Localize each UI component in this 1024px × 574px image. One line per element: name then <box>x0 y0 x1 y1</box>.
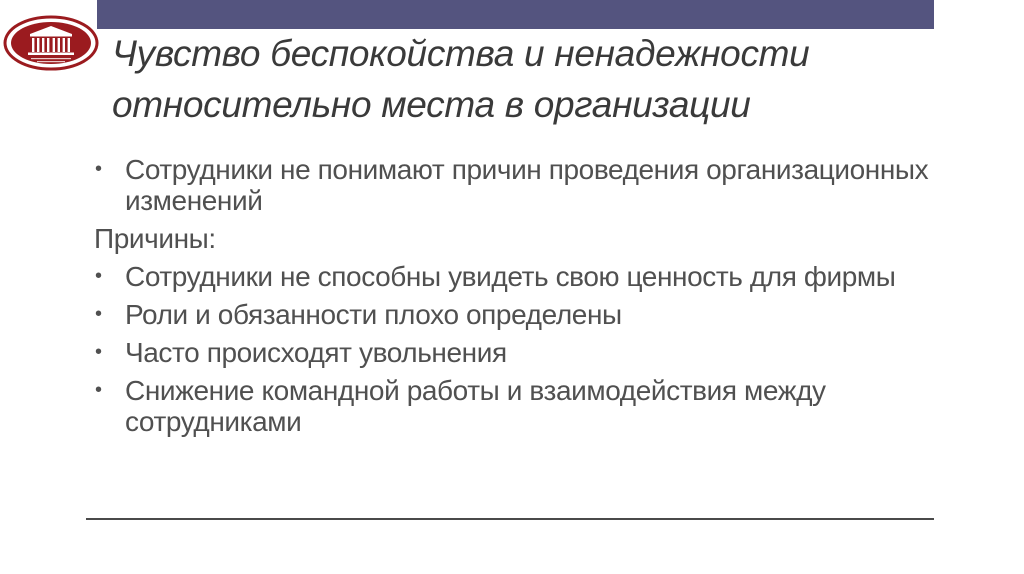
bottom-divider <box>86 518 934 520</box>
slide-title <box>112 28 932 130</box>
bullet-text: Роли и обязанности плохо определены <box>125 299 622 330</box>
bullet-item <box>90 154 930 216</box>
bullet-item <box>90 299 930 330</box>
bullet-dot-icon: • <box>95 303 102 325</box>
bullet-item <box>90 337 930 368</box>
bullet-text: Сотрудники не понимают причин проведения организационных изменений <box>125 154 929 216</box>
bullet-dot-icon: • <box>95 265 102 287</box>
bullet-text: Снижение командной работы и взаимодействия между сотрудниками <box>125 375 826 437</box>
bullet-item <box>90 261 930 292</box>
bullet-dot-icon: • <box>95 379 102 401</box>
slide-content <box>90 154 930 444</box>
bullet-dot-icon: • <box>95 158 102 180</box>
slide-title-line-2: относительно места в организации <box>112 84 751 125</box>
slide-title-line-1: Чувство беспокойства и ненадежности <box>112 33 810 74</box>
bullet-dot-icon: • <box>95 341 102 363</box>
bullet-text: Сотрудники не способны увидеть свою ценность для фирмы <box>125 261 896 292</box>
top-accent-bar <box>97 0 934 29</box>
reasons-heading: Причины: <box>94 223 216 254</box>
university-building-emblem-icon <box>3 15 99 71</box>
bullet-item <box>90 375 930 437</box>
bullet-text: Часто происходят увольнения <box>125 337 507 368</box>
